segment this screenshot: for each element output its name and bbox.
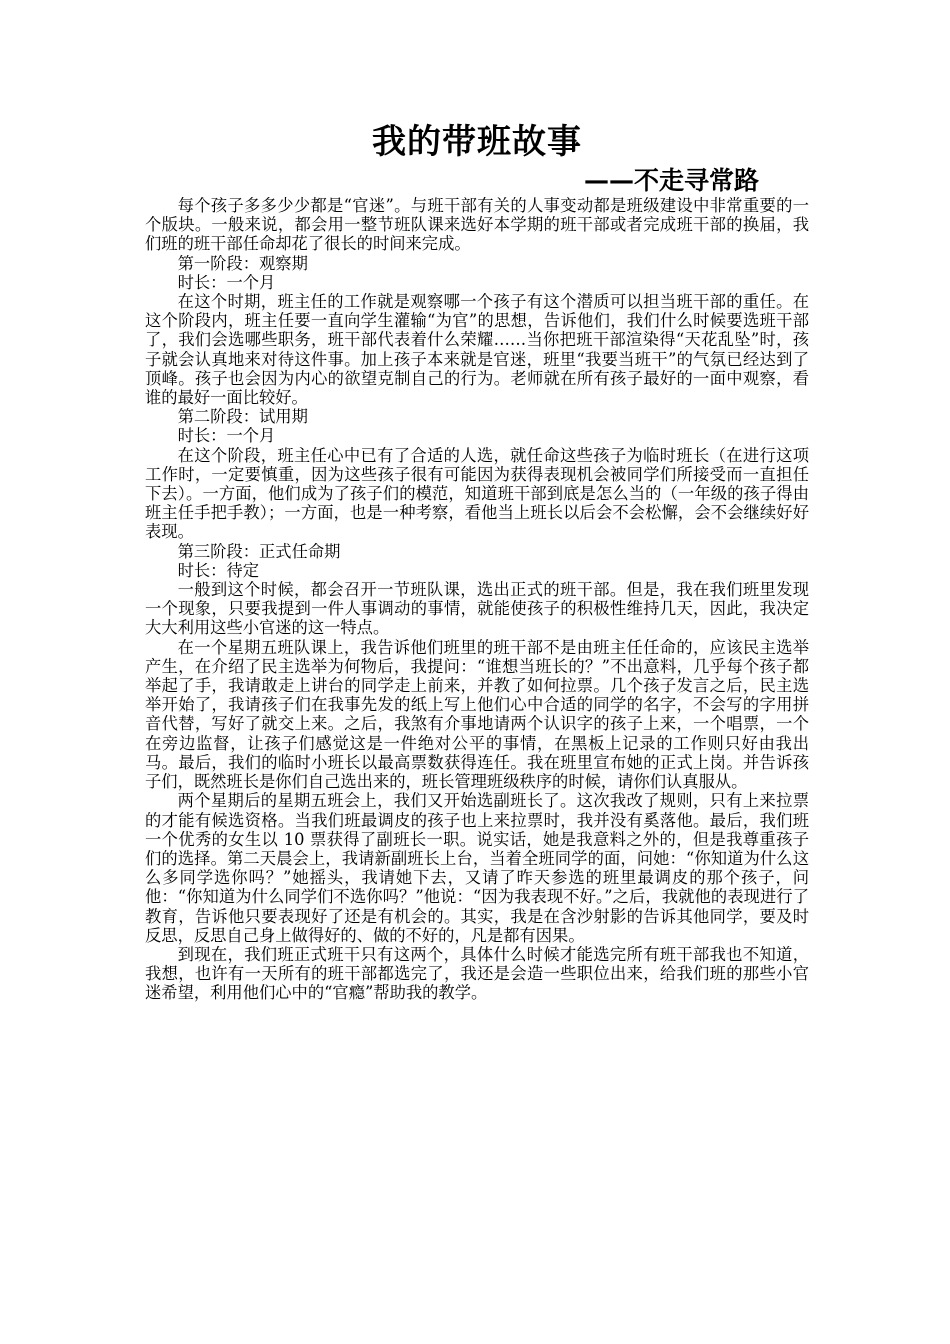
stage-one-heading: 第一阶段：观察期 [177,253,308,273]
document-title: 我的带班故事 [372,122,582,162]
stage-three-heading: 第三阶段：正式任命期 [177,541,341,561]
paragraph-stage-one: 在这个时期，班主任的工作就是观察哪一个孩子有这个潜质可以担当班干部的重任。在这个阶段内，班主任要一直向学生灌输“为官”的思想，告诉他们，我们什么时候要选班干部了，我们会选哪些职务，班干部代表着什么荣耀……当你把班干部渲染得“天花乱坠”时，孩子就会认真地来对待这件事。加上孩子本来就是官迷，班里“我要当班干”的气氛已经达到了顶峰。孩子也会因为内心的欲望克制自己的行为。老师就在所有孩子最好的一面中观察，看谁的最好一面比较好。 [145,292,809,408]
stage-one-duration: 时长：一个月 [177,272,276,292]
paragraph-intro: 每个孩子多多少少都是“官迷”。与班干部有关的人事变动都是班级建设中非常重要的一个版块。一般来说，都会用一整节班队课来选好本学期的班干部或者完成班干部的换届，我们班的班干部任命却花了很长的时间来完成。 [145,196,809,254]
paragraph-class-election: 在一个星期五班队课上，我告诉他们班里的班干部不是由班主任任命的，应该民主选举产生，在介绍了民主选举为何物后，我提问：“谁想当班长的？”不出意料，几乎每个孩子都举起了手，我请敢走上讲台的同学走上前来，并教了如何拉票。几个孩子发言之后，民主选举开始了，我请孩子们在我事先发的纸上写上他们心中合适的同学的名字，不会写的字用拼音代替，写好了就交上来。之后，我煞有介事地请两个认识字的孩子上来，一个唱票，一个在旁边监督，让孩子们感觉这是一件绝对公平的事情，在黑板上记录的工作则只好由我出马。最后，我们的临时小班长以最高票数获得连任。我在班里宣布她的正式上岗。并告诉孩子们，既然班长是你们自己选出来的，班长管理班级秩序的时候，请你们认真服从。 [145,637,809,792]
stage-two-heading: 第二阶段：试用期 [177,407,308,427]
document-page [145,118,809,1003]
paragraph-stage-three: 一般到这个时候，都会召开一节班队课，选出正式的班干部。但是，我在我们班里发现一个现象，只要我提到一件人事调动的事情，就能使孩子的积极性维持几天，因此，我决定大大利用这些小官迷的这一特点。 [145,580,809,638]
paragraph-vice-monitor: 两个星期后的星期五班会上，我们又开始选副班长了。这次我改了规则，只有上来拉票的才能有候选资格。当我们班最调皮的孩子也上来拉票时，我并没有奚落他。最后，我们班一个优秀的女生以 10 票获得了副班长一职。说实话，她是我意料之外的，但是我尊重孩子们的选择。第二天晨会上，我请新副班长上台，当着全班同学的面，问她：“你知道为什么这么多同学选你吗？”她摇头，我请她下去，又请了昨天参选的班里最调皮的那个孩子，问他：“你知道为什么同学们不选你吗？”他说：“因为我表现不好。”之后，我就他的表现进行了教育，告诉他只要表现好了还是有机会的。其实，我是在含沙射影的告诉其他同学，要及时反思，反思自己身上做得好的、做的不好的，凡是都有因果。 [145,791,809,945]
document-subtitle: ——不走寻常路 [583,166,759,195]
paragraph-stage-two: 在这个阶段，班主任心中已有了合适的人选，就任命这些孩子为临时班长（在进行这项工作时，一定要慎重，因为这些孩子很有可能因为获得表现机会被同学们所接受而一直担任下去）。一方面，他们成为了孩子们的模范，知道班干部到底是怎么当的（一年级的孩子得由班主任手把手教）；一方面，也是一种考察，看他当上班长以后会不会松懈，会不会继续好好表现。 [145,445,809,542]
paragraph-conclusion: 到现在，我们班正式班干只有这两个，具体什么时候才能选完所有班干部我也不知道，我想，也许有一天所有的班干部都选完了，我还是会造一些职位出来，给我们班的那些小官迷希望，利用他们心中的“官瘾”帮助我的教学。 [145,944,809,1003]
stage-three-duration: 时长：待定 [177,560,260,580]
stage-two-duration: 时长：一个月 [177,426,276,446]
document-body [145,196,809,1003]
